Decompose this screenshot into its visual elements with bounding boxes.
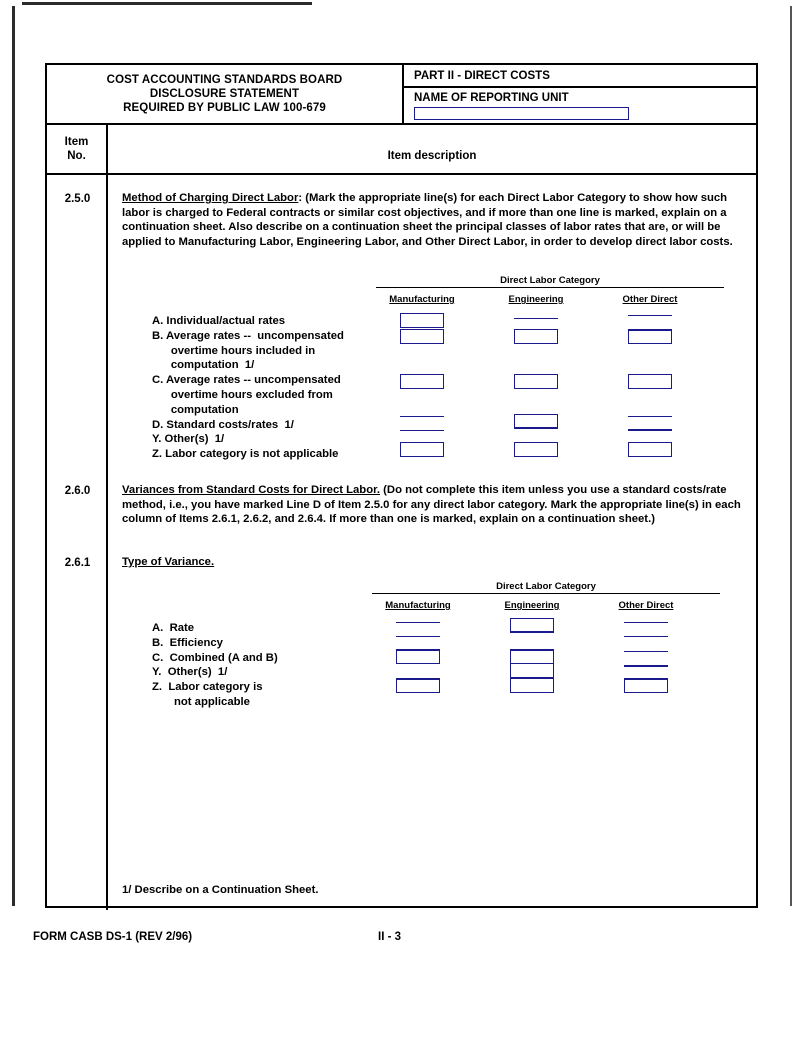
checkbox-261-b-manufacturing[interactable] bbox=[396, 636, 440, 637]
reporting-unit-label: NAME OF REPORTING UNIT bbox=[414, 92, 569, 104]
checkbox-261-y-other[interactable] bbox=[624, 665, 668, 667]
checkbox-261-b-other[interactable] bbox=[624, 636, 668, 637]
item-261-options bbox=[152, 621, 278, 710]
checkbox-250-d-other[interactable] bbox=[628, 416, 672, 417]
agency-title-block bbox=[47, 65, 404, 123]
scan-edge-right bbox=[790, 6, 792, 906]
option-261-z1: Z. Labor category is bbox=[152, 681, 263, 694]
checkbox-250-b-engineering[interactable] bbox=[514, 329, 558, 344]
checkbox-250-z-engineering[interactable] bbox=[514, 442, 558, 457]
option-261-b: B. Efficiency bbox=[152, 636, 223, 649]
description-header: Item description bbox=[387, 150, 477, 162]
category-title-250 bbox=[376, 273, 724, 288]
category-title-261 bbox=[372, 579, 720, 594]
category-header-261 bbox=[372, 579, 720, 613]
checkbox-250-b-other[interactable] bbox=[628, 329, 672, 344]
category-col-manufacturing-250: Manufacturing bbox=[389, 294, 455, 305]
option-261-z2: not applicable bbox=[152, 695, 250, 708]
option-250-c2: overtime hours excluded from bbox=[152, 388, 333, 401]
scan-edge-left bbox=[12, 6, 15, 906]
agency-title-line2: DISCLOSURE STATEMENT bbox=[149, 88, 300, 100]
item-description-column bbox=[108, 175, 756, 910]
checkbox-261-a-manufacturing[interactable] bbox=[396, 622, 440, 623]
item-260-body: (Do not complete this item unless you use a standard costs/rate method, i.e., you have marked Line D of Item 2.5.0 for any direct labor category. Mark the appropriate line(s) in each column of Items 2.6.1, 2.6.2, and 2.6.4. If more than one is marked, explain on a continuation sheet.) bbox=[122, 484, 741, 526]
form-header bbox=[47, 65, 756, 125]
checkbox-250-a-manufacturing[interactable] bbox=[400, 313, 444, 328]
option-250-z: Z. Labor category is not applicable bbox=[152, 448, 339, 461]
agency-title-line3: REQUIRED BY PUBLIC LAW 100-679 bbox=[123, 102, 326, 114]
item-250-paragraph bbox=[122, 191, 748, 249]
reporting-unit-input[interactable] bbox=[414, 107, 629, 120]
category-rule-250 bbox=[376, 287, 724, 289]
checkbox-250-y-manufacturing[interactable] bbox=[400, 430, 444, 431]
checkbox-250-y-other[interactable] bbox=[628, 429, 672, 431]
checkbox-261-z-other[interactable] bbox=[624, 678, 668, 693]
checkbox-grid-261 bbox=[372, 618, 720, 713]
category-rule-261 bbox=[372, 593, 720, 595]
item-number-260: 2.6.0 bbox=[64, 485, 91, 497]
form-body bbox=[47, 175, 756, 910]
option-250-b2: overtime hours included in bbox=[152, 344, 316, 357]
footnote: 1/ Describe on a Continuation Sheet. bbox=[122, 884, 319, 896]
disclosure-form bbox=[45, 63, 758, 908]
checkbox-250-c-other[interactable] bbox=[628, 374, 672, 389]
scan-edge-top bbox=[22, 2, 312, 5]
category-col-engineering-261: Engineering bbox=[504, 600, 560, 611]
option-261-y: Y. Other(s) 1/ bbox=[152, 666, 228, 679]
checkbox-261-z-engineering[interactable] bbox=[510, 678, 554, 693]
item-no-header-line2: No. bbox=[67, 150, 86, 162]
checkbox-grid-250 bbox=[376, 311, 724, 461]
option-261-a: A. Rate bbox=[152, 622, 195, 634]
checkbox-261-y-engineering[interactable] bbox=[510, 663, 554, 678]
item-250-body: : (Mark the appropriate line(s) for each Direct Labor Category to show how such labor is charged to Federal contracts or similar cost objectives, and if more than one line is marked, explain on a continuation sheet. Also describe on a continuation sheet the principal classes of labor rates that are, or will be applied to Manufacturing Labor, Engineering Labor, and Other Direct Labor, in order to develop direct labor costs. bbox=[122, 192, 733, 248]
category-col-other-250: Other Direct bbox=[622, 294, 678, 305]
item-261-paragraph bbox=[122, 555, 748, 570]
page-footer bbox=[33, 931, 753, 943]
checkbox-261-a-other[interactable] bbox=[624, 622, 668, 623]
checkbox-250-a-engineering[interactable] bbox=[514, 318, 558, 319]
option-250-d: D. Standard costs/rates 1/ bbox=[152, 418, 294, 431]
checkbox-250-z-other[interactable] bbox=[628, 442, 672, 457]
checkbox-250-a-other[interactable] bbox=[628, 315, 672, 316]
option-250-c1: C. Average rates -- uncompensated bbox=[152, 374, 341, 387]
checkbox-250-d-manufacturing[interactable] bbox=[400, 416, 444, 417]
agency-title-line1: COST ACCOUNTING STANDARDS BOARD bbox=[106, 74, 343, 86]
category-col-engineering-250: Engineering bbox=[508, 294, 564, 305]
checkbox-250-c-manufacturing[interactable] bbox=[400, 374, 444, 389]
item-number-250: 2.5.0 bbox=[64, 193, 91, 205]
item-no-header-line1: Item bbox=[64, 136, 89, 148]
option-250-b1: B. Average rates -- uncompensated bbox=[152, 329, 344, 342]
checkbox-261-c-manufacturing[interactable] bbox=[396, 649, 440, 664]
option-250-c3: computation bbox=[152, 403, 239, 416]
checkbox-261-z-manufacturing[interactable] bbox=[396, 678, 440, 693]
part-block bbox=[404, 65, 756, 123]
category-col-manufacturing-261: Manufacturing bbox=[385, 600, 451, 611]
item-260-paragraph bbox=[122, 483, 748, 527]
option-261-c: C. Combined (A and B) bbox=[152, 651, 278, 664]
form-id: FORM CASB DS-1 (REV 2/96) bbox=[33, 931, 193, 943]
checkbox-250-b-manufacturing[interactable] bbox=[400, 329, 444, 344]
item-no-header bbox=[47, 125, 108, 173]
category-header-250 bbox=[376, 273, 724, 307]
item-250-heading: Method of Charging Direct Labor bbox=[122, 192, 299, 204]
checkbox-261-c-other[interactable] bbox=[624, 651, 668, 652]
item-number-261: 2.6.1 bbox=[64, 557, 91, 569]
option-250-b3: computation 1/ bbox=[152, 359, 255, 372]
reporting-unit-block bbox=[404, 88, 756, 123]
option-250-y: Y. Other(s) 1/ bbox=[152, 433, 225, 446]
item-260-heading: Variances from Standard Costs for Direct Labor. bbox=[122, 484, 381, 496]
page-number: II - 3 bbox=[378, 931, 402, 943]
item-250-options bbox=[152, 314, 344, 462]
item-number-column bbox=[47, 175, 108, 910]
checkbox-261-a-engineering[interactable] bbox=[510, 618, 554, 633]
category-title-261-text: Direct Labor Category bbox=[496, 581, 596, 592]
column-header-row bbox=[47, 125, 756, 175]
checkbox-261-c-engineering[interactable] bbox=[510, 649, 554, 664]
category-col-other-261: Other Direct bbox=[618, 600, 674, 611]
item-261-heading: Type of Variance. bbox=[122, 556, 215, 568]
category-title-250-text: Direct Labor Category bbox=[500, 275, 600, 286]
checkbox-250-z-manufacturing[interactable] bbox=[400, 442, 444, 457]
checkbox-250-d-engineering[interactable] bbox=[514, 414, 558, 429]
checkbox-250-c-engineering[interactable] bbox=[514, 374, 558, 389]
option-250-a: A. Individual/actual rates bbox=[152, 315, 286, 327]
part-title: PART II - DIRECT COSTS bbox=[404, 65, 756, 88]
